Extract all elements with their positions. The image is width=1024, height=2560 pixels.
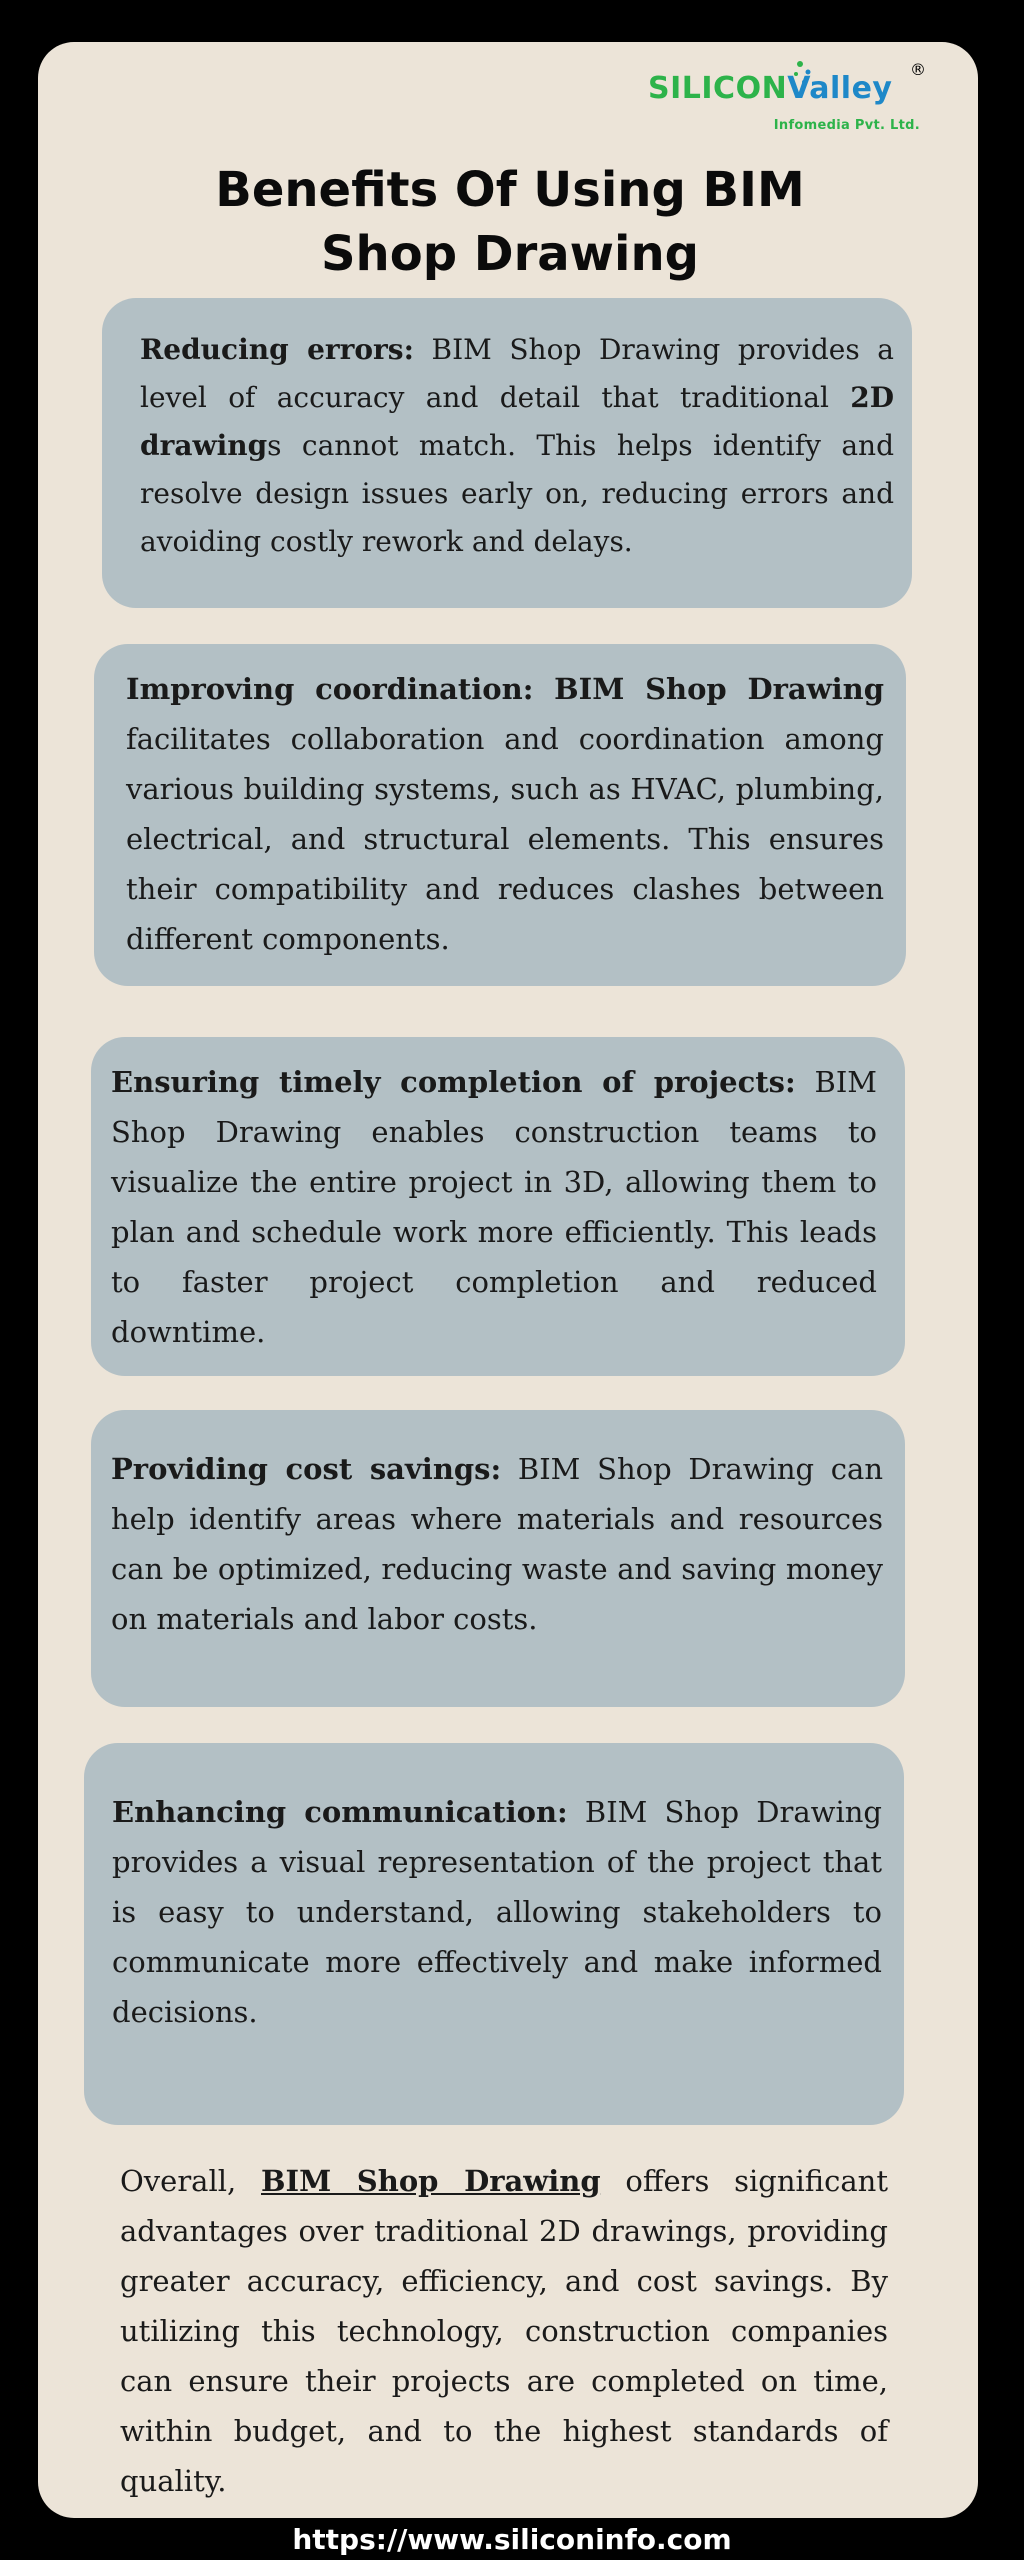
title-line-1: Benefits Of Using BIM bbox=[215, 162, 805, 218]
conclusion-paragraph bbox=[120, 2156, 888, 2506]
conclusion-lead: Overall, bbox=[120, 2164, 261, 2198]
logo-silicon-text: SILICON bbox=[648, 71, 788, 106]
bim-shop-drawing-link[interactable]: BIM Shop Drawing bbox=[261, 2164, 601, 2198]
benefit-heading: Enhancing communication: bbox=[112, 1795, 568, 1829]
benefit-text-continued: s cannot match. This helps identify and resolve design issues early on, reducing errors and avoiding costly rework and delays. bbox=[140, 429, 894, 558]
benefit-text: BIM Shop Drawing can help identify areas where materials and resources can be optimized, reducing waste and saving money on materials and labor costs. bbox=[111, 1452, 883, 1636]
conclusion-text: offers significant advantages over traditional 2D drawings, providing greater accuracy, efficiency, and cost savings. By utilizing this technology, construction companies can ensure their projects are completed on time, within budget, and to the highest standards of quality. bbox=[120, 2164, 888, 2498]
benefit-text: facilitates collaboration and coordination among various building systems, such as HVAC, plumbing, electrical, and structural elements. This ensures their compatibility and reduces clashes between different components. bbox=[126, 722, 884, 956]
benefit-card-cost-savings bbox=[91, 1410, 905, 1707]
benefit-card-enhancing-communication bbox=[84, 1743, 904, 2125]
benefit-text: BIM Shop Drawing provides a level of accuracy and detail that traditional bbox=[140, 333, 895, 414]
title-line-2: Shop Drawing bbox=[320, 226, 700, 282]
benefit-text: BIM Shop Drawing provides a visual representation of the project that is easy to understand, allowing stakeholders to communicate more effectively and make informed decisions. bbox=[112, 1795, 882, 2029]
logo-subtitle: Infomedia Pvt. Ltd. bbox=[773, 118, 920, 133]
logo-valley-text: Valley bbox=[787, 71, 893, 106]
benefit-bold-term: 2D drawing bbox=[140, 381, 894, 462]
benefit-card-timely-completion bbox=[91, 1037, 905, 1376]
company-logo bbox=[648, 60, 928, 140]
page-title bbox=[150, 158, 870, 286]
benefit-card-reducing-errors bbox=[102, 298, 912, 608]
benefit-heading: Providing cost savings: bbox=[111, 1452, 502, 1486]
benefit-heading: Improving coordination: BIM Shop Drawing bbox=[126, 672, 884, 706]
benefit-heading: Reducing errors: bbox=[140, 333, 414, 366]
benefit-card-improving-coordination bbox=[94, 644, 906, 986]
benefit-heading: Ensuring timely completion of projects: bbox=[111, 1065, 796, 1099]
registered-mark: ® bbox=[910, 60, 926, 79]
benefit-text: BIM Shop Drawing enables construction teams to visualize the entire project in 3D, allowing them to plan and schedule work more efficiently. This leads to faster project completion and reduced downtime. bbox=[111, 1065, 877, 1349]
footer-website-link[interactable]: https://www.siliconinfo.com bbox=[292, 2523, 732, 2556]
